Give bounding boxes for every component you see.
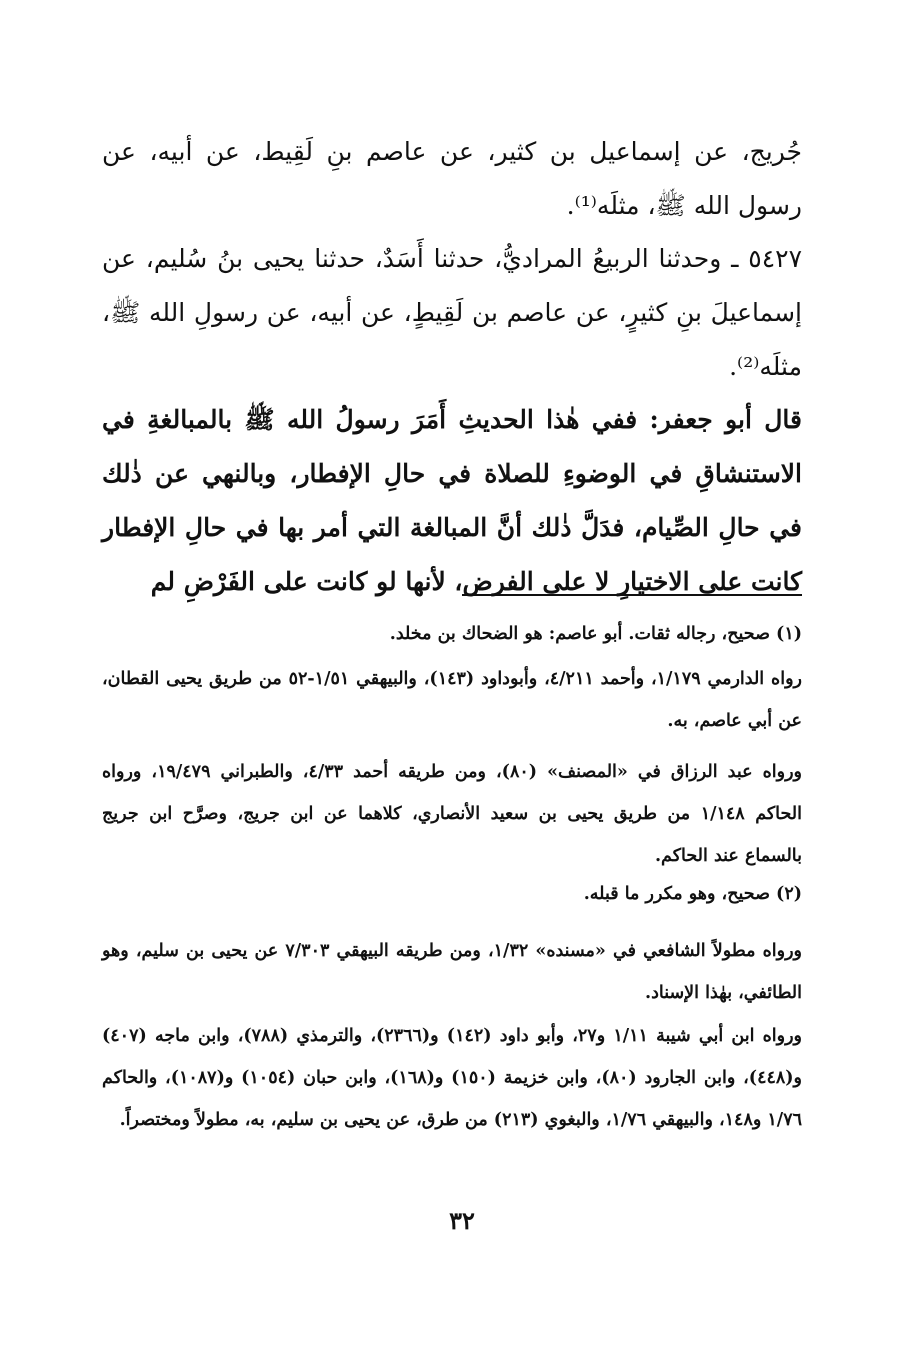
text-paragraph-continuation: جُريج، عن إسماعيل بن كثير، عن عاصم بنِ لَقِيط، عن أبيه، عن رسول الله ﷺ، مثلَه⁽¹⁾. (102, 137, 802, 220)
footnote-1-additional-sources: ورواه عبد الرزاق في «المصنف» (٨٠)، ومن طريقه أحمد ٤/٣٣، والطبراني ١٩/٤٧٩، ورواه الحاكم ١/١٤٨ من طريق يحيى بن سعيد الأنصاري، كلاهما عن ابن جريج، وصرَّح ابن جريج بالسماع عند الحاكم. (102, 762, 802, 866)
footnote-2-heading: (٢) صحيح، وهو مكرر ما قبله. (583, 884, 802, 904)
hadith-paragraph-5427: ٥٤٢٧ ـ وحدثنا الربيعُ المراديُّ، حدثنا أَسَدٌ، حدثنا يحيى بنُ سُليم، عن إسماعيلَ بنِ كثيرٍ، عن عاصم بن لَقِيطٍ، عن أبيه، عن رسولِ الله ﷺ، مثلَه⁽²⁾. (102, 244, 802, 381)
footnote-1-heading: (١) صحيح، رجاله ثقات. أبو عاصم: هو الضحاك بن مخلد. (389, 624, 802, 644)
commentary-paragraph: قال أبو جعفر: ففي هٰذا الحديثِ أَمَرَ رسولُ الله ﷺ بالمبالغةِ في الاستنشاقِ في الوضوءِ للصلاة في حالِ الإفطار، وبالنهي عن ذٰلك في حالِ الصِّيام، فدَلَّ ذٰلك أنَّ المبالغة التي أمر بها في حالِ الإفطار كانت على الاختيارِ لا على الفرض، لأنها لو كانت على الفَرْضِ لم (102, 405, 802, 596)
footnote-2-sources: ورواه مطولاً الشافعي في «مسنده» ١/٣٢، ومن طريقه البيهقي ٧/٣٠٣ عن يحيى بن سليم، وهو الطائفي، بهٰذا الإسناد. (102, 941, 802, 1003)
footnote-1-sources: رواه الدارمي ١/١٧٩، وأحمد ٤/٢١١، وأبوداود (١٤٣)، والبيهقي ١/٥١-٥٢ من طريق يحيى القطان، عن أبي عاصم، به. (102, 669, 802, 731)
footnote-separator (462, 594, 802, 596)
footnote-2-additional-sources: ورواه ابن أبي شيبة ١/١١ و٢٧، وأبو داود (١٤٢) و(٢٣٦٦)، والترمذي (٧٨٨)، وابن ماجه (٤٠٧) و(٤٤٨)، وابن الجارود (٨٠)، وابن خزيمة (١٥٠) و(١٦٨)، وابن حبان (١٠٥٤) و(١٠٨٧)، والحاكم ١/٧٦ و١٤٨، والبيهقي ١/٧٦، والبغوي (٢١٣) من طرق، عن يحيى بن سليم، به، مطولاً ومختصراً. (102, 1026, 803, 1130)
page-number: ٣٢ (449, 1206, 475, 1235)
